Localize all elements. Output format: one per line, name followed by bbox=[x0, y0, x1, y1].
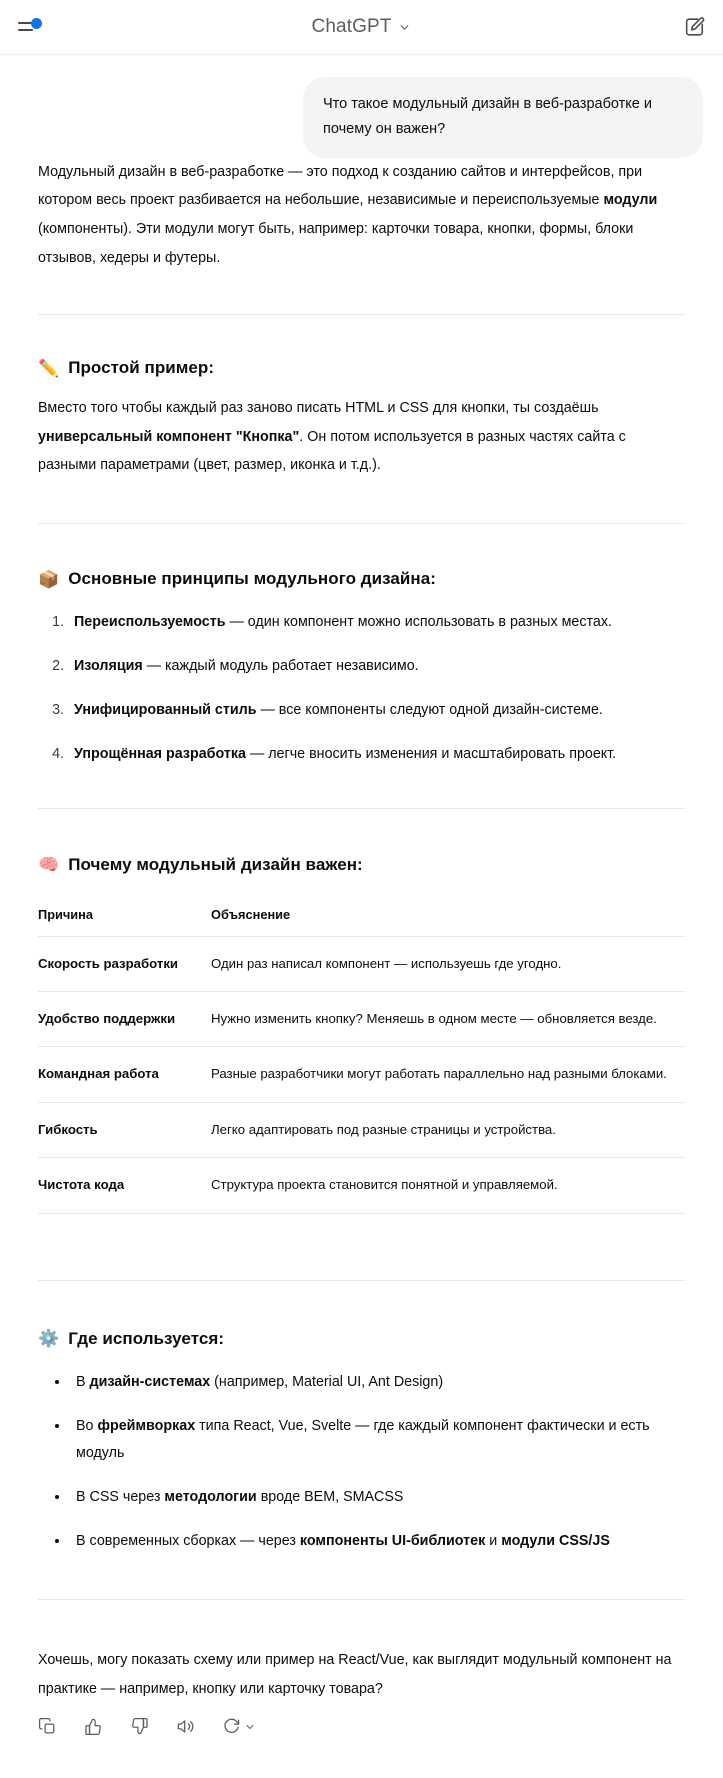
pencil-emoji: ✏️ bbox=[38, 358, 60, 378]
section-heading-example-text: Простой пример: bbox=[68, 358, 215, 378]
cell-explanation: Легко адаптировать под разные страницы и устройства. bbox=[211, 1102, 685, 1157]
section-heading-principles bbox=[38, 569, 685, 589]
copy-icon[interactable] bbox=[38, 1717, 57, 1736]
list-item bbox=[70, 1369, 685, 1397]
table-row bbox=[38, 1158, 685, 1213]
usage-list bbox=[38, 1369, 685, 1556]
cell-reason: Командная работа bbox=[38, 1047, 211, 1102]
principle-rest-1: — один компонент можно использовать в разных местах. bbox=[225, 614, 612, 631]
usage-text-b-3: вроде BEM, SMACSS bbox=[256, 1489, 404, 1506]
regenerate-button[interactable] bbox=[222, 1717, 256, 1736]
chevron-down-icon bbox=[244, 1721, 256, 1733]
page-title: ChatGPT bbox=[311, 16, 392, 37]
section-heading-example bbox=[38, 358, 685, 378]
divider-4 bbox=[38, 1280, 685, 1281]
section-heading-usage bbox=[38, 1329, 685, 1349]
usage-bold-4: компоненты UI-библиотек bbox=[299, 1533, 486, 1550]
list-item bbox=[70, 1413, 685, 1469]
column-header-explanation: Объяснение bbox=[211, 903, 685, 937]
usage-text-b-4: и bbox=[485, 1533, 502, 1550]
list-item bbox=[68, 741, 685, 769]
divider-1 bbox=[38, 314, 685, 315]
user-message-bubble[interactable]: Что такое модульный дизайн в веб-разработке и почему он важен? bbox=[303, 77, 703, 158]
gear-emoji: ⚙️ bbox=[38, 1329, 60, 1349]
intro-text-a: Модульный дизайн в веб-разработке — это подход к созданию сайтов и интерфейсов, при котором весь проект разбивается на небольшие, независимые и переиспользуемые bbox=[38, 163, 643, 209]
user-message-row bbox=[0, 55, 723, 158]
menu-bar-bottom bbox=[18, 29, 33, 31]
table-head bbox=[38, 903, 685, 937]
principle-bold-2: Изоляция bbox=[74, 657, 143, 674]
usage-bold-2: фреймворках bbox=[97, 1417, 196, 1434]
thumbs-down-icon[interactable] bbox=[130, 1717, 149, 1736]
principle-rest-3: — все компоненты следуют одной дизайн-системе. bbox=[256, 701, 603, 718]
usage-text-a-3: В CSS через bbox=[76, 1489, 165, 1506]
app-header bbox=[0, 0, 723, 55]
example-text-a: Вместо того чтобы каждый раз заново писать HTML и CSS для кнопки, ты создаёшь bbox=[38, 400, 599, 417]
cell-explanation: Один раз написал компонент — используешь где угодно. bbox=[211, 936, 685, 991]
notification-dot bbox=[31, 18, 42, 29]
principle-bold-1: Переиспользуемость bbox=[74, 614, 226, 631]
closing-paragraph: Хочешь, могу показать схему или пример на React/Vue, как выглядит модульный компонент на практике — например, кнопку или карточку товара? bbox=[38, 1652, 672, 1697]
brain-emoji: 🧠 bbox=[38, 855, 60, 875]
package-box-emoji: 📦 bbox=[38, 569, 60, 589]
regenerate-icon bbox=[222, 1717, 241, 1736]
intro-text-b: (компоненты). Эти модули могут быть, например: карточки товара, кнопки, формы, блоки отзывов, хедеры и футеры. bbox=[38, 221, 634, 266]
intro-paragraph bbox=[38, 158, 685, 272]
principle-rest-2: — каждый модуль работает независимо. bbox=[142, 657, 419, 674]
usage-bold-3: методологии bbox=[164, 1489, 257, 1506]
principle-rest-4: — легче вносить изменения и масштабировать проект. bbox=[245, 745, 617, 762]
table-header-row bbox=[38, 903, 685, 937]
example-text-b: . Он потом используется в разных частях сайта с разными параметрами (цвет, размер, иконка и т.д.). bbox=[38, 428, 626, 474]
table-row bbox=[38, 1047, 685, 1102]
section-heading-why-text: Почему модульный дизайн важен: bbox=[68, 854, 363, 874]
usage-text-b-2: типа React, Vue, Svelte — где каждый компонент фактически и есть модуль bbox=[76, 1417, 650, 1462]
section-heading-principles-text: Основные принципы модульного дизайна: bbox=[68, 569, 436, 589]
divider-3 bbox=[38, 808, 685, 809]
divider-2 bbox=[38, 523, 685, 524]
usage-bold-4b: модули CSS/JS bbox=[501, 1533, 610, 1550]
section-heading-usage-text: Где используется: bbox=[68, 1328, 225, 1348]
divider-5 bbox=[38, 1599, 685, 1600]
table-row bbox=[38, 991, 685, 1046]
conversation bbox=[0, 55, 723, 1766]
list-item bbox=[68, 653, 685, 681]
column-header-reason: Причина bbox=[38, 903, 211, 937]
cell-reason: Удобство поддержки bbox=[38, 991, 211, 1046]
list-item bbox=[70, 1528, 685, 1556]
intro-bold-moduli: модули bbox=[603, 192, 658, 209]
reasons-table bbox=[38, 903, 685, 1214]
usage-bold-1: дизайн-системах bbox=[89, 1373, 211, 1390]
header-left-group bbox=[18, 18, 58, 36]
table-row bbox=[38, 936, 685, 991]
example-bold-component: универсальный компонент "Кнопка" bbox=[38, 428, 300, 445]
cell-explanation: Структура проекта становится понятной и управляемой. bbox=[211, 1158, 685, 1213]
thumbs-up-icon[interactable] bbox=[84, 1717, 103, 1736]
principle-bold-3: Унифицированный стиль bbox=[74, 701, 257, 718]
header-right-group bbox=[665, 16, 705, 38]
usage-text-a-1: В bbox=[76, 1373, 90, 1390]
cell-reason: Скорость разработки bbox=[38, 936, 211, 991]
new-chat-compose-icon[interactable] bbox=[683, 16, 705, 38]
cell-explanation: Разные разработчики могут работать параллельно над разными блоками. bbox=[211, 1047, 685, 1102]
sidebar-menu-icon[interactable] bbox=[18, 18, 44, 36]
assistant-message bbox=[0, 158, 723, 1703]
cell-reason: Гибкость bbox=[38, 1102, 211, 1157]
example-paragraph bbox=[38, 394, 685, 480]
list-item bbox=[68, 697, 685, 725]
usage-text-a-2: Во bbox=[76, 1417, 98, 1434]
list-item bbox=[68, 609, 685, 637]
list-item bbox=[70, 1484, 685, 1512]
usage-text-a-4: В современных сборках — через bbox=[76, 1533, 300, 1550]
cell-explanation: Нужно изменить кнопку? Меняешь в одном месте — обновляется везде. bbox=[211, 991, 685, 1046]
model-selector[interactable] bbox=[58, 16, 665, 38]
message-actions-bar bbox=[0, 1703, 723, 1756]
speaker-read-aloud-icon[interactable] bbox=[176, 1717, 195, 1736]
table-row bbox=[38, 1102, 685, 1157]
chevron-down-icon bbox=[398, 21, 411, 34]
principle-bold-4: Упрощённая разработка bbox=[74, 745, 246, 762]
principles-list bbox=[38, 609, 685, 769]
table-body bbox=[38, 936, 685, 1213]
usage-text-b-1: (например, Material UI, Ant Design) bbox=[210, 1373, 444, 1390]
section-heading-why bbox=[38, 855, 685, 875]
cell-reason: Чистота кода bbox=[38, 1158, 211, 1213]
